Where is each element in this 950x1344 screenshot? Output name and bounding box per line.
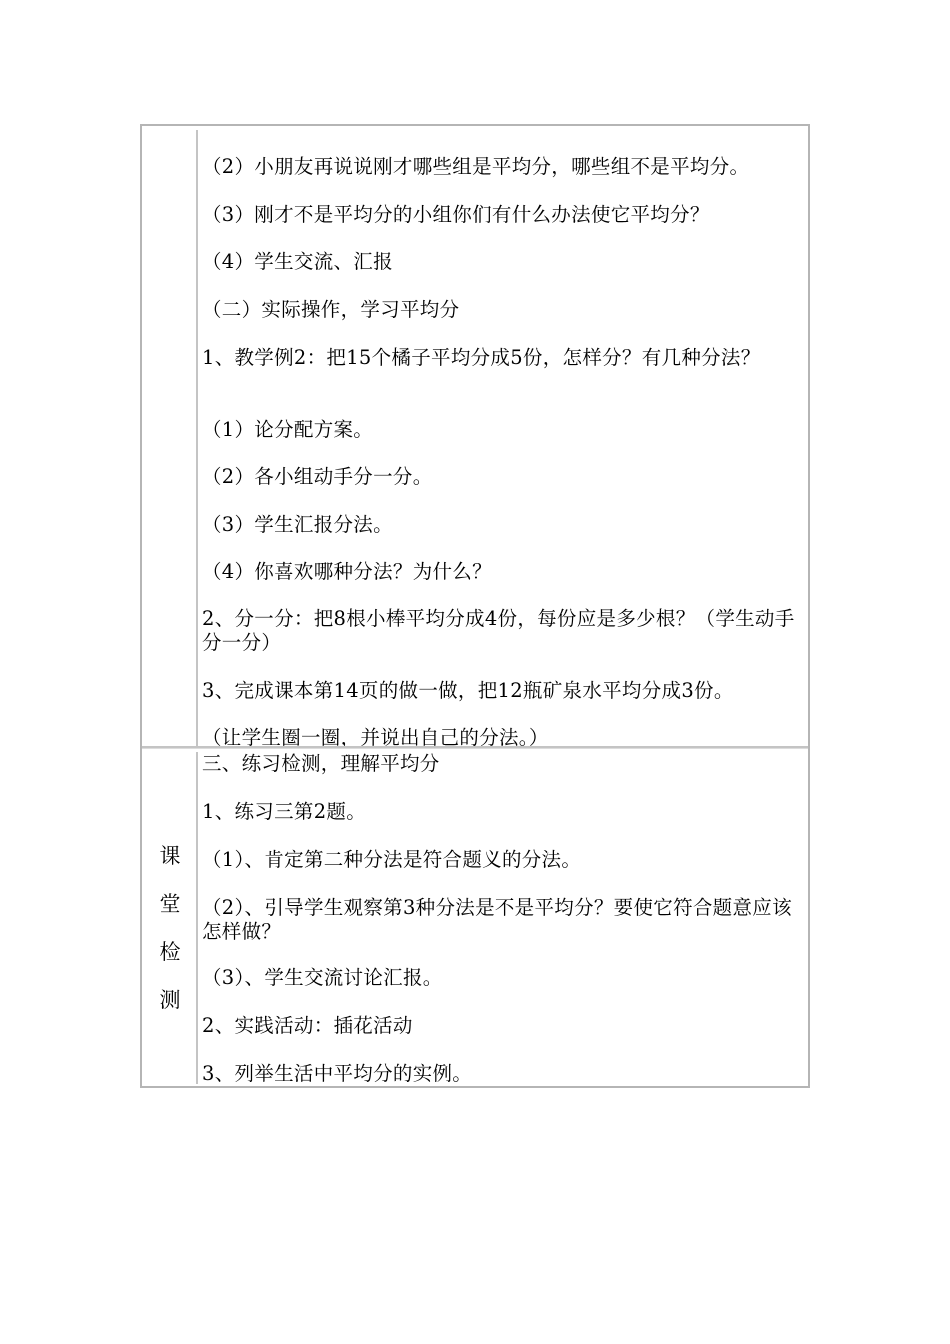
row-divider — [142, 746, 808, 749]
content-line: （2）小朋友再说说刚才哪些组是平均分，哪些组不是平均分。 — [202, 155, 750, 178]
label-char: 课 — [159, 844, 181, 868]
content-line: 2、分一分：把8根小棒平均分成4份，每份应是多少根？（学生动手分一分） — [202, 607, 795, 654]
content-line: （二）实际操作，学习平均分 — [202, 298, 460, 321]
section-label-cell — [144, 752, 198, 1084]
content-line: 1、教学例2：把15个橘子平均分成5份，怎样分？有几种分法？ — [202, 346, 761, 369]
content-line: （3）、学生交流讨论汇报。 — [202, 966, 443, 989]
section-label-vertical — [144, 832, 196, 1024]
section-label-cell — [144, 130, 198, 747]
content-line: （3）学生汇报分法。 — [202, 513, 393, 536]
content-line: （2）各小组动手分一分。 — [202, 465, 433, 488]
content-line: （4）学生交流、汇报 — [202, 250, 393, 273]
content-line: 3、完成课本第14页的做一做，把12瓶矿泉水平均分成3份。 — [202, 679, 734, 702]
label-char: 检 — [159, 940, 181, 964]
lesson-plan-table — [140, 124, 810, 1088]
table-row — [142, 752, 808, 1084]
label-char: 堂 — [159, 892, 181, 916]
content-line: （3）刚才不是平均分的小组你们有什么办法使它平均分？ — [202, 203, 710, 226]
content-line: 2、实践活动：插花活动 — [202, 1014, 413, 1037]
content-line: 3、列举生活中平均分的实例。 — [202, 1062, 473, 1085]
label-char: 测 — [159, 988, 181, 1012]
section-content-cell — [202, 752, 808, 1084]
content-line: （1）论分配方案。 — [202, 418, 374, 441]
content-line: （2）、引导学生观察第3种分法是不是平均分？要使它符合题意应该怎样做？ — [202, 896, 792, 943]
content-line: （4）你喜欢哪种分法？为什么？ — [202, 560, 492, 583]
section-content-cell — [202, 130, 808, 747]
content-line: 1、练习三第2题。 — [202, 800, 367, 823]
table-row — [142, 130, 808, 747]
content-line: （1）、肯定第二种分法是符合题义的分法。 — [202, 848, 582, 871]
content-line: （让学生圈一圈，并说出自己的分法。） — [202, 726, 549, 749]
content-line: 三、练习检测，理解平均分 — [202, 752, 440, 775]
